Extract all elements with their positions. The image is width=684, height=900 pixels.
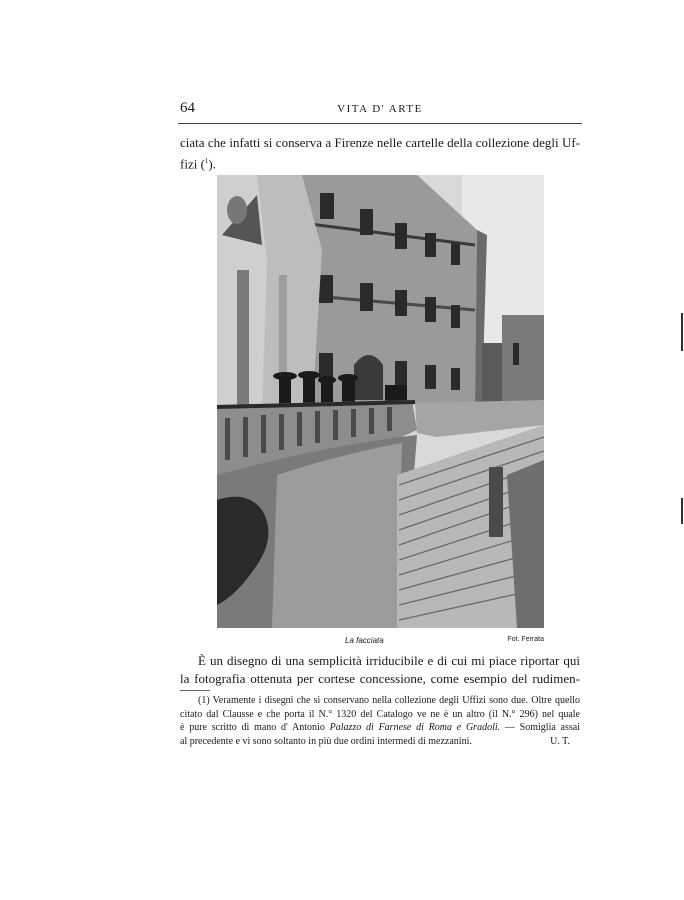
footnote-line-1-text: Veramente i disegni che si conservano nella collezione degli Uffizi sono due. Oltre quello <box>212 695 580 706</box>
facade-photograph <box>217 175 544 628</box>
header-rule <box>178 123 582 124</box>
caption-title: La facciata <box>345 636 384 645</box>
footnote-marker: (1) <box>198 695 210 706</box>
top-paragraph-line-2-end: ). <box>208 156 216 172</box>
page-number: 64 <box>180 100 195 116</box>
main-paragraph <box>180 652 580 688</box>
footnote-line-3-pre: è pure scritto di mano d' Antonio <box>180 722 330 733</box>
footnote-rule <box>180 690 210 691</box>
top-paragraph-line-1: ciata che infatti si conserva a Firenze nelle cartelle della collezione degli Uf- <box>180 135 580 150</box>
page-header <box>178 100 582 120</box>
running-title: VITA D' ARTE <box>337 103 423 115</box>
top-paragraph-line-2-text: fizi ( <box>180 156 205 172</box>
margin-mark <box>681 313 683 351</box>
main-paragraph-line-2: la fotografia ottenuta per cortese concessione, come esempio del rudimen- <box>180 671 580 686</box>
main-paragraph-line-1: È un disegno di una semplicità irriducibile e di cui mi piace riportar qui <box>198 653 580 668</box>
footnote-line-3 <box>180 721 580 735</box>
footnote-line-3-italic: Palazzo di Farnese di Roma e Gradoli. <box>329 722 501 733</box>
footnote-line-2: citato dal Clausse e che porta il N.° 1320 del Catalogo ve ne è un altro (il N.° 296) nel quale <box>180 708 580 720</box>
margin-mark <box>681 498 683 524</box>
footnote <box>180 694 580 748</box>
top-paragraph <box>180 134 580 173</box>
footnote-reference: 1 <box>204 157 209 165</box>
figure-caption <box>217 636 544 648</box>
photo-credit: Fot. Ferrata <box>507 636 544 643</box>
footnote-line-3-post: — Somiglia assai <box>500 722 580 733</box>
footnote-line-1 <box>180 694 580 708</box>
footnote-line-4 <box>180 735 580 749</box>
top-paragraph-line-2 <box>180 152 580 173</box>
footnote-line-4-text: al precedente e vi sono soltanto in più due ordini intermedi di mezzanini. <box>180 735 472 747</box>
footnote-signature: U. T. <box>550 735 570 747</box>
